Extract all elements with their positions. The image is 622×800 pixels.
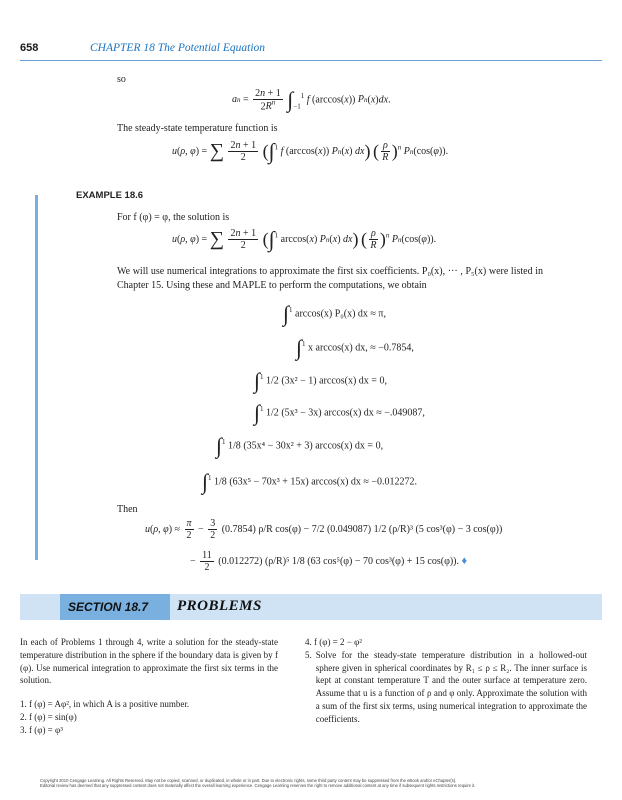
end-of-example-marker: ♦ xyxy=(461,554,468,567)
problem-item: 5. Solve for the steady-state temperature distribution in a hollowed-out sphere given in spherical coordinates by R₁ ≤ ρ ≤ R₂. The inner surface is kept at constant temperature T and the outer surface at temperature zero. Assume that u is a function of ρ and φ only. Approximate the solution with a sum of the first six terms, using numerical integration to approximate the coefficients. xyxy=(305,649,587,724)
equation-an: an = $\frac{2n + 1}{2R^n}$ $\int_{-1}^1$ f (arccos(x)) Pn(x)dx. xyxy=(232,87,391,113)
steady-state-text: The steady-state temperature function is xyxy=(117,123,278,134)
copyright-footer: Copyright 2010 Cengage Learning. All Rights Reserved. May not be copied, scanned, or duplicated, in whole or in part. Due to electronic rights, some third party content may be suppressed from the eBook and/or eChapter(s). Editorial review has deemed that any suppressed content does not materially affect the overall learning experience. Cengage Learning reserves the right to remove additional content at any time if subsequent rights restrictions require it. xyxy=(40,778,476,789)
header-rule xyxy=(20,60,602,61)
problem-item: 1. f (φ) = Aφ², in which A is a positive number. xyxy=(20,699,190,709)
final-expansion-line2: − $\frac{11}{2}$ (0.012272) (ρ/R)⁵ 1/8 (63 cos⁵(φ) − 70 cos³(φ) + 15 cos(φ)). ♦ xyxy=(190,550,468,573)
example-sidebar xyxy=(35,195,38,560)
problem-list-right xyxy=(305,636,587,725)
page-number: 658 xyxy=(20,42,39,54)
example-paragraph: We will use numerical integrations to approximate the first six coefficients. P₀(x), ··· , P₅(x) were listed in Chapter 15. Using these and MAPLE to perform the computations, we obtain xyxy=(117,266,543,291)
integral-6: ∫$^1$ 1/8 (63x⁵ − 70x³ + 15x) arccos(x) dx ≈ −0.012272. xyxy=(202,469,418,494)
equation-u-example: u(ρ, φ) = ∑ $\frac{2n + 1}{2}$ (∫$^1$ arccos(x) Pn(x) dx) ( $\frac{\rho}{R}$ )$^n$ Pn(cos(φ)). xyxy=(172,226,437,252)
problem-item: 2. f (φ) = sin(φ) xyxy=(20,711,77,722)
section-label: SECTION 18.7 xyxy=(68,600,149,614)
problems-intro: In each of Problems 1 through 4, write a solution for the steady-state temperature distribution in the sphere if the boundary data is given by f (φ). Use numerical integration to approximate the first six terms in the solution. xyxy=(20,637,278,686)
integral-1: ∫$^1$ arccos(x) P₀(x) dx ≈ π, xyxy=(283,301,386,326)
integral-4: ∫$^1$ 1/2 (5x³ − 3x) arccos(x) dx ≈ −.049087, xyxy=(254,400,425,425)
integral-3: ∫$^1$ 1/2 (3x² − 1) arccos(x) dx = 0, xyxy=(254,368,387,393)
equation-u-general: u(ρ, φ) = ∑ $\frac{2n + 1}{2}$ (∫$^1$ f (arccos(x)) Pn(x) dx) ( $\frac{\rho}{R}$ )$^n$ Pn(cos(φ)). xyxy=(172,138,449,164)
problem-item: 4. f (φ) = 2 − φ² xyxy=(305,637,362,647)
integral-2: ∫$^1$ x arccos(x) dx, ≈ −0.7854, xyxy=(296,335,414,360)
so-word: so xyxy=(117,74,126,85)
problem-item: 3. f (φ) = φ³ xyxy=(20,724,63,735)
chapter-title: CHAPTER 18 The Potential Equation xyxy=(90,42,266,54)
example-label: EXAMPLE 18.6 xyxy=(76,190,144,201)
then-word: Then xyxy=(117,504,138,515)
final-expansion-line1: u(ρ, φ) ≈ $\frac{\pi}{2}$ − $\frac{3}{2}$ (0.7854) ρ/R cos(φ) − 7/2 (0.049087) 1/2 (ρ/R)³ (5 cos³(φ) − 3 cos(φ)) xyxy=(145,518,503,541)
section-title: PROBLEMS xyxy=(177,598,262,614)
problem-list-left xyxy=(20,698,278,736)
example-lead: For f (φ) = φ, the solution is xyxy=(117,212,230,223)
integral-5: ∫$^1$ 1/8 (35x⁴ − 30x² + 3) arccos(x) dx = 0, xyxy=(216,433,384,458)
